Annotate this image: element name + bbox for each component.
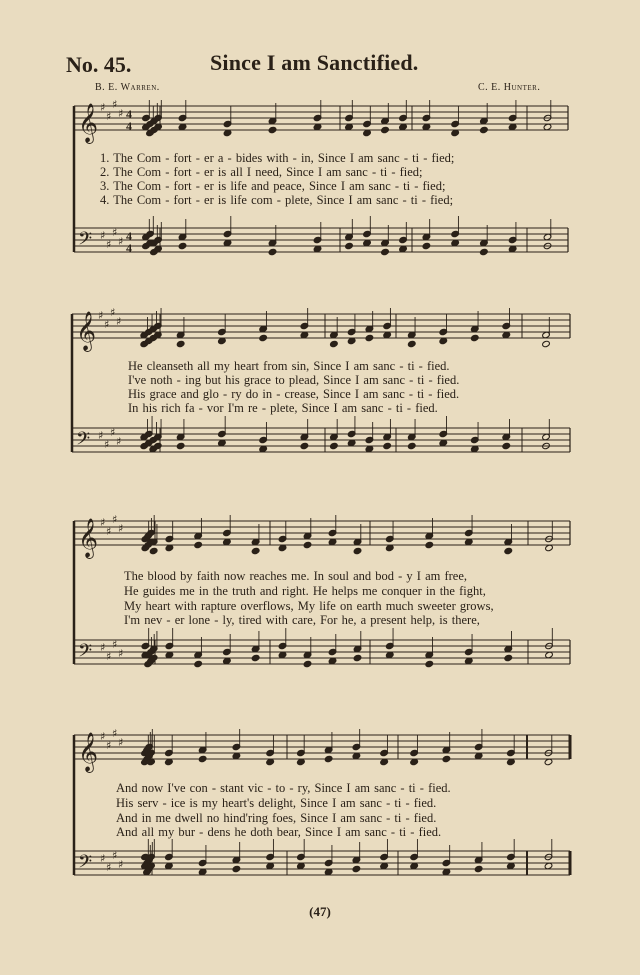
sharp-icon: ♯ — [118, 522, 124, 535]
lyric-line: 3. The Com - fort - er is life and peace, Since I am sanc - ti - fied; — [100, 179, 446, 193]
time-signature: 4 — [126, 107, 132, 121]
note-head — [425, 541, 434, 548]
lyric-line: And now I've con - stant vic - to - ry, Since I am sanc - ti - fied. — [116, 781, 451, 795]
note-head — [330, 442, 339, 449]
sharp-icon: ♯ — [106, 650, 112, 663]
note-head — [480, 126, 489, 133]
note-head — [268, 126, 277, 133]
lyric-line: His grace and glo - ry do in - crease, Since I am sanc - ti - fied. — [128, 387, 460, 401]
sharp-icon: ♯ — [100, 516, 106, 529]
note-head — [259, 334, 268, 341]
note-head — [474, 865, 483, 872]
sharp-icon: ♯ — [106, 739, 112, 752]
lyric-line: 1. The Com - fort - er a - bides with - in, Since I am sanc - ti - fied; — [100, 151, 455, 165]
bass-clef-icon: 𝄢 — [76, 429, 91, 454]
lyric-line: I'm nev - er lone - ly, tired with care, For he, a present help, is there, — [124, 613, 480, 627]
time-signature: 4 — [126, 229, 132, 243]
lyric-line: 4. The Com - fort - er is life com - plete, Since I am sanc - ti - fied; — [100, 193, 454, 207]
note-head — [324, 755, 333, 762]
note-head — [502, 442, 511, 449]
sharp-icon: ♯ — [118, 736, 124, 749]
time-signature: 4 — [126, 241, 132, 255]
lyric-line: In his rich fa - vor I'm re - plete, Since I am sanc - ti - fied. — [128, 401, 438, 415]
note-head — [149, 547, 158, 554]
sharp-icon: ♯ — [100, 101, 106, 114]
note-head — [194, 660, 203, 667]
note-head — [504, 547, 513, 554]
bass-clef-icon: 𝄢 — [78, 641, 93, 666]
note-head — [330, 340, 339, 347]
note-head — [176, 442, 185, 449]
note-head — [153, 442, 162, 449]
note-head — [303, 541, 312, 548]
sharp-icon: ♯ — [112, 849, 118, 862]
sharp-icon: ♯ — [118, 858, 124, 871]
treble-clef-icon: 𝄞 — [78, 732, 99, 772]
sharp-icon: ♯ — [118, 235, 124, 248]
note-head — [303, 660, 312, 667]
bass-clef-icon: 𝄢 — [78, 852, 93, 877]
sharp-icon: ♯ — [106, 110, 112, 123]
sharp-icon: ♯ — [110, 426, 116, 439]
lyric-line: I've noth - ing but his grace to plead, Since I am sanc - ti - fied. — [128, 373, 460, 387]
note-head — [542, 340, 551, 347]
note-head — [504, 654, 513, 661]
sharp-icon: ♯ — [106, 861, 112, 874]
lyricist-credit: B. E. Warren. — [95, 82, 160, 93]
note-head — [232, 865, 241, 872]
note-head — [176, 340, 185, 347]
sharp-icon: ♯ — [100, 641, 106, 654]
lyric-line: His serv - ice is my heart's delight, Since I am sanc - ti - fied. — [116, 796, 437, 810]
note-head — [425, 660, 434, 667]
note-head — [251, 547, 260, 554]
treble-clef-icon: 𝄞 — [78, 103, 99, 143]
hymn-title: Since I am Sanctified. — [210, 50, 419, 75]
lyric-line: 2. The Com - fort - er is all I need, Since I am sanc - ti - fied; — [100, 165, 423, 179]
sharp-icon: ♯ — [110, 306, 116, 319]
note-head — [470, 334, 479, 341]
sharp-icon: ♯ — [118, 647, 124, 660]
sharp-icon: ♯ — [112, 513, 118, 526]
lyric-line: He guides me in the truth and right. He helps me conquer in the fight, — [124, 584, 486, 598]
note-head — [178, 242, 187, 249]
lyric-line: My heart with rapture overflows, My life on earth much sweeter grows, — [124, 599, 494, 613]
note-head — [407, 442, 416, 449]
sharp-icon: ♯ — [100, 852, 106, 865]
note-head — [422, 242, 431, 249]
lyric-line: The blood by faith now reaches me. In soul and bod - y I am free, — [124, 569, 468, 583]
note-head — [300, 442, 309, 449]
lyric-line: He cleanseth all my heart from sin, Since I am sanc - ti - fied. — [128, 359, 450, 373]
sharp-icon: ♯ — [100, 730, 106, 743]
note-head — [381, 248, 390, 255]
composer-credit: C. E. Hunter. — [478, 82, 541, 93]
lyric-line: And all my bur - dens he doth bear, Since I am sanc - ti - fied. — [116, 825, 442, 839]
sharp-icon: ♯ — [112, 727, 118, 740]
sharp-icon: ♯ — [104, 438, 110, 451]
note-head — [353, 654, 362, 661]
note-head — [198, 755, 207, 762]
treble-clef-icon: 𝄞 — [76, 311, 97, 351]
treble-clef-icon: 𝄞 — [78, 518, 99, 558]
note-head — [383, 442, 392, 449]
note-head — [352, 865, 361, 872]
lyric-line: And in me dwell no hind'ring foes, Since I am sanc - ti - fied. — [116, 811, 437, 825]
sharp-icon: ♯ — [106, 525, 112, 538]
sharp-icon: ♯ — [116, 315, 122, 328]
note-head — [442, 755, 451, 762]
sharp-icon: ♯ — [118, 107, 124, 120]
note-head — [345, 242, 354, 249]
sharp-icon: ♯ — [98, 429, 104, 442]
note-head — [194, 541, 203, 548]
note-head — [480, 248, 489, 255]
sharp-icon: ♯ — [112, 98, 118, 111]
sharp-icon: ♯ — [104, 318, 110, 331]
sharp-icon: ♯ — [106, 238, 112, 251]
sharp-icon: ♯ — [112, 226, 118, 239]
hymn-number: No. 45. — [66, 52, 132, 77]
note-head — [251, 654, 260, 661]
sharp-icon: ♯ — [116, 435, 122, 448]
sharp-icon: ♯ — [112, 638, 118, 651]
bass-clef-icon: 𝄢 — [78, 229, 93, 254]
note-head — [353, 547, 362, 554]
note-head — [365, 334, 374, 341]
time-signature: 4 — [126, 119, 132, 133]
sharp-icon: ♯ — [98, 309, 104, 322]
page-number: (47) — [309, 904, 331, 919]
note-head — [268, 248, 277, 255]
note-head — [381, 126, 390, 133]
sharp-icon: ♯ — [100, 229, 106, 242]
note-head — [407, 340, 416, 347]
